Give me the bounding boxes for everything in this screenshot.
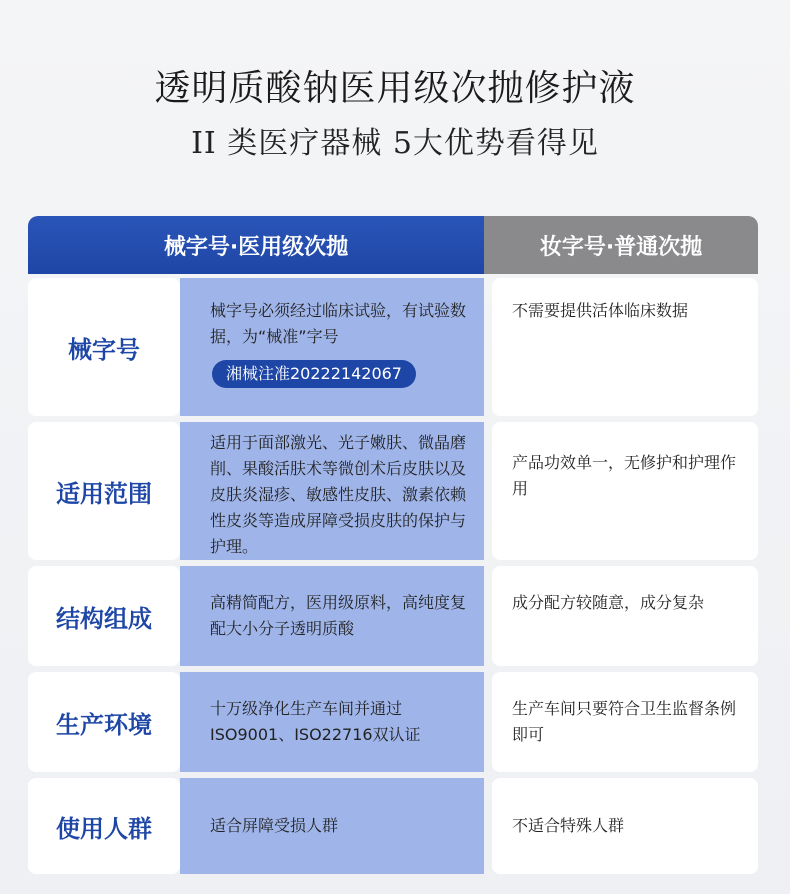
row-label: 结构组成 bbox=[28, 566, 180, 666]
table-row bbox=[28, 278, 758, 416]
cosmetic-cell: 不需要提供活体临床数据 bbox=[492, 278, 758, 416]
page-subtitle: II 类医疗器械 5大优势看得见 bbox=[191, 126, 599, 161]
header-medical-device: 械字号·医用级次抛 bbox=[28, 216, 484, 274]
table-row bbox=[28, 566, 758, 666]
medical-device-cell: 适用于面部激光、光子嫩肤、微晶磨削、果酸活肤术等微创术后皮肤以及皮肤炎湿疹、敏感性皮肤、激素依赖性皮炎等造成屏障受损皮肤的保护与护理。 bbox=[180, 422, 484, 560]
row-label: 适用范围 bbox=[28, 422, 180, 560]
row-label: 使用人群 bbox=[28, 778, 180, 874]
cosmetic-cell: 产品功效单一，无修护和护理作用 bbox=[492, 422, 758, 560]
cosmetic-cell: 成分配方较随意，成分复杂 bbox=[492, 566, 758, 666]
cosmetic-cell: 不适合特殊人群 bbox=[492, 778, 758, 874]
header-cosmetic: 妆字号·普通次抛 bbox=[484, 216, 758, 274]
medical-device-cell: 适合屏障受损人群 bbox=[180, 778, 484, 874]
row-label: 生产环境 bbox=[28, 672, 180, 772]
medical-device-cell: 十万级净化生产车间并通过ISO9001、ISO22716双认证 bbox=[180, 672, 484, 772]
medical-device-cell: 高精简配方，医用级原料，高纯度复配大小分子透明质酸 bbox=[180, 566, 484, 666]
medical-device-cell bbox=[180, 278, 484, 416]
table-row bbox=[28, 422, 758, 560]
cosmetic-cell: 生产车间只要符合卫生监督条例即可 bbox=[492, 672, 758, 772]
cell-text: 械字号必须经过临床试验，有试验数据，为“械准”字号 bbox=[210, 301, 467, 346]
table-row bbox=[28, 778, 758, 874]
table-header bbox=[28, 216, 758, 274]
comparison-table bbox=[28, 216, 758, 843]
table-row bbox=[28, 672, 758, 772]
registration-badge: 湘械注准20222142067 bbox=[212, 360, 416, 388]
page-title: 透明质酸钠医用级次抛修护液 bbox=[154, 68, 636, 109]
row-label: 械字号 bbox=[28, 278, 180, 416]
